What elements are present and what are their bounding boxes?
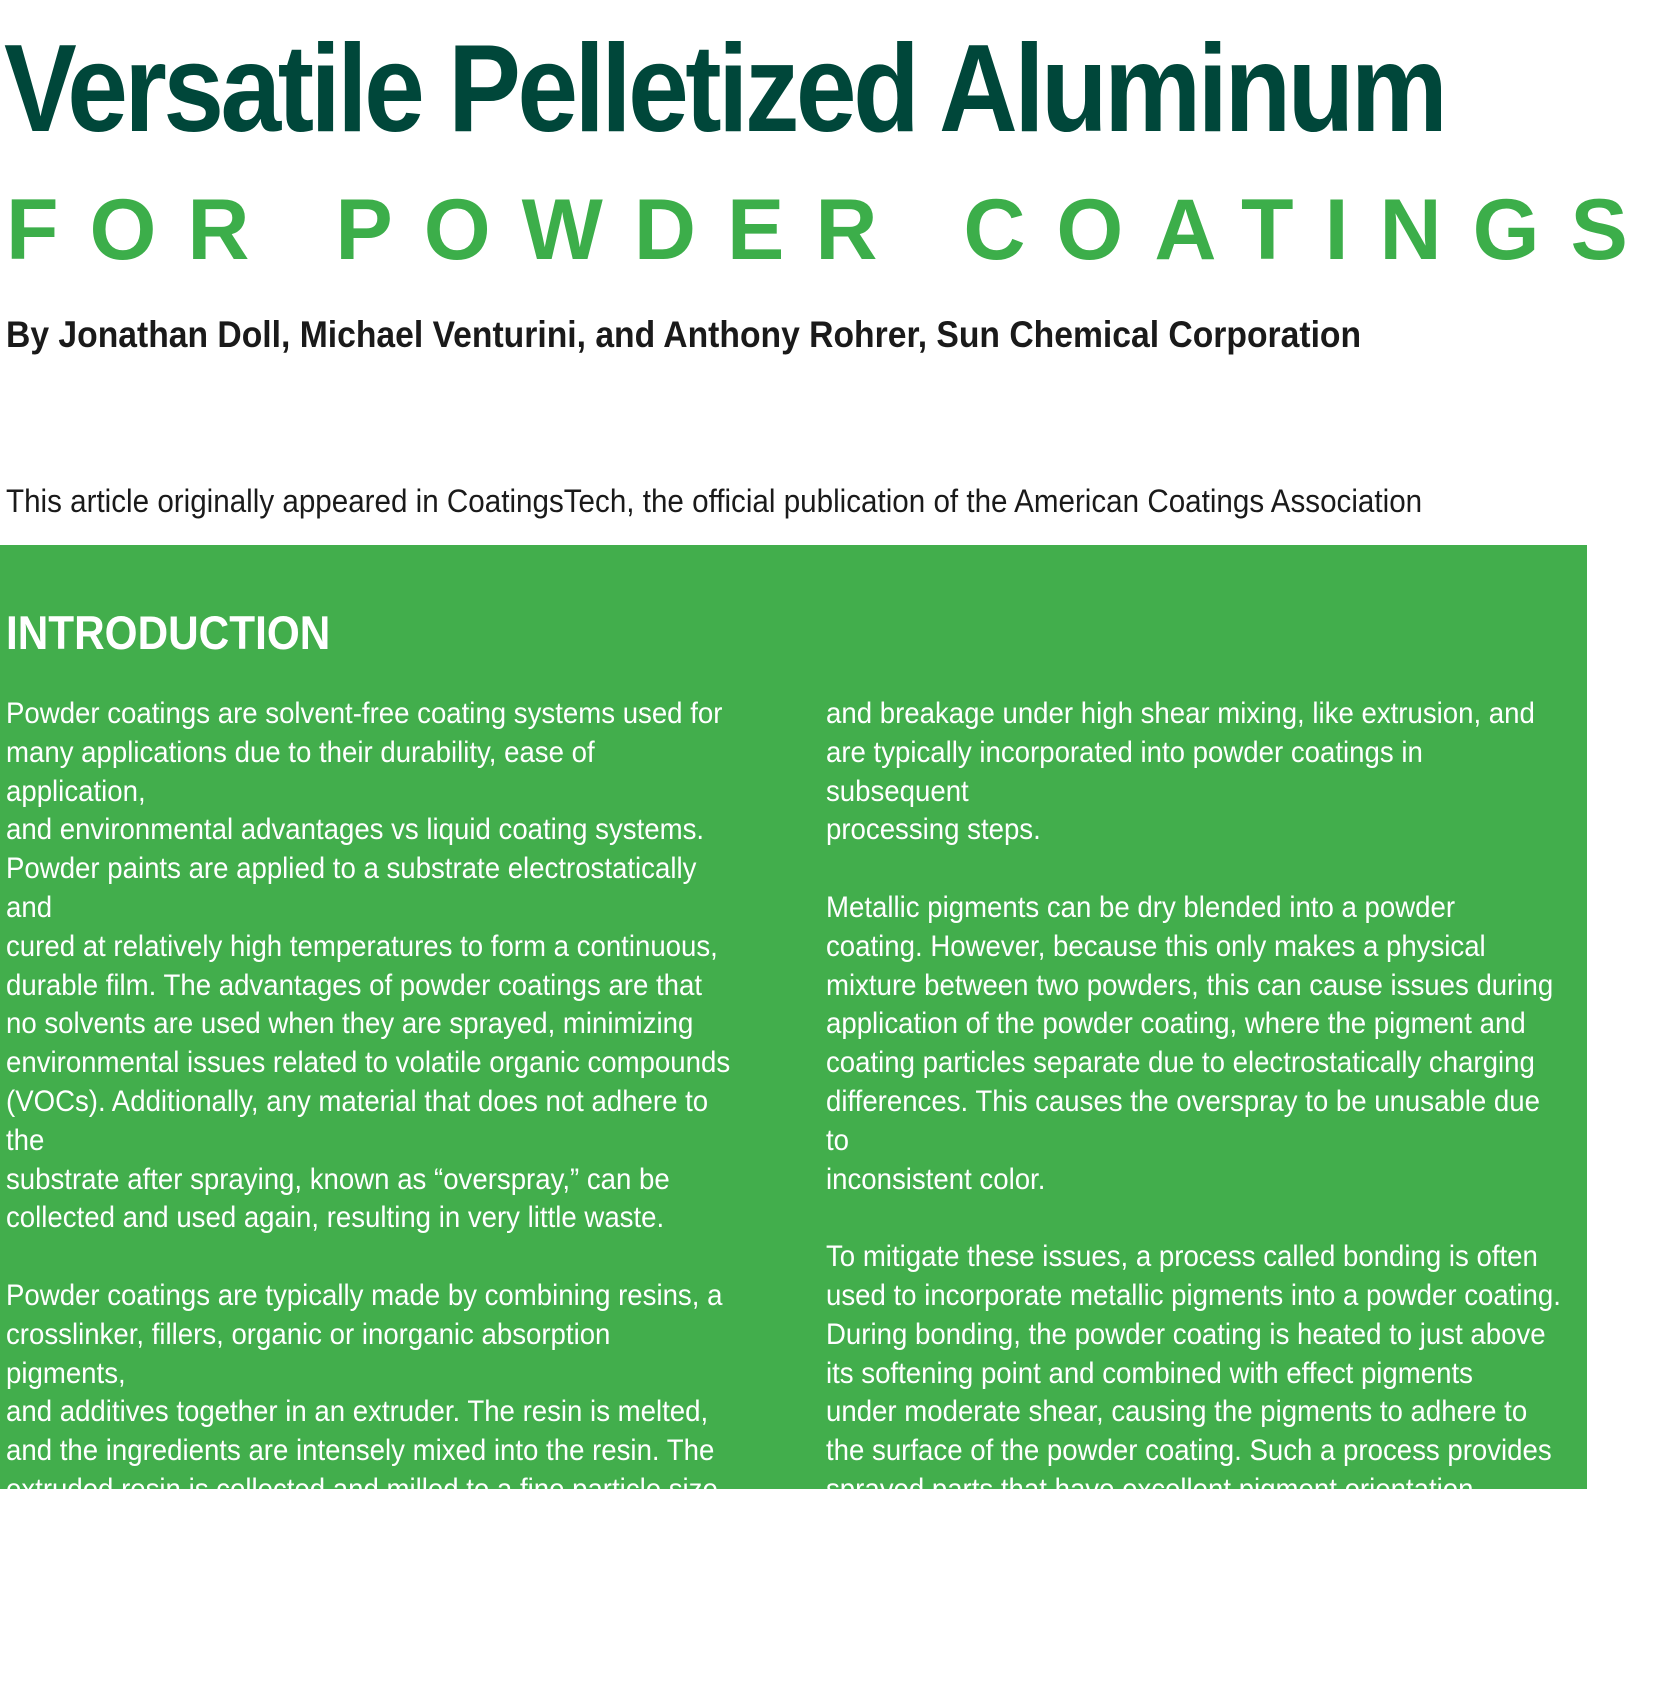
article-subtitle: FOR POWDER COATINGS xyxy=(6,182,1659,278)
paragraph: and breakage under high shear mixing, like extrusion, and are typically incorporated into powder coatings in subsequent processing steps. xyxy=(826,697,1535,847)
paragraph: Powder coatings are solvent-free coating systems used for many applications due to their durability, ease of application, and environmental advantages vs liquid coating systems. Powder paints are applied to a substrate electrostatically and cured at relatively high temperatures to form a continuous, durable film. The advantages of powder coatings are that no solvents are used when they are sprayed, minimizing environmental issues related to volatile organic compounds (VOCs). Additionally, any material that does not adhere to the substrate after spraying, known as “overspray,” can be collected and used again, resulting in very little waste. xyxy=(6,697,731,1235)
paragraph: Effect pigments owe a significant portion of their color and appearance to their structure and shape. In the case of xyxy=(6,1589,713,1662)
paragraph: To mitigate these issues, a process called bonding is often used to incorporate metallic pigments into a powder coating. During bonding, the powder coating is heated to just above its softening point and combined with effect pigments under moderate shear, causing the pigments to adhere to the surface of the powder coating. Such a process provides sprayed parts that have excellent pigment orientation, resulting in the best appearance for powder coated articles. xyxy=(826,1240,1561,1545)
paragraph: Metallic pigments can be dry blended into a powder coating. However, because this only makes a physical mixture between two powders, this can cause issues during application of the powder coating, where the pigment and coating particles separate due to electrostatically charging differences. This causes the overspray to be unusable due to inconsistent color. xyxy=(826,890,1554,1196)
left-text-column xyxy=(6,695,796,1704)
article-title: Versatile Pelletized Aluminum xyxy=(4,20,1445,158)
article-header xyxy=(0,0,1659,545)
introduction-panel xyxy=(0,545,1587,1662)
section-heading: INTRODUCTION xyxy=(6,606,331,659)
right-text-column xyxy=(826,695,1626,1587)
paragraph: Powder coatings are typically made by combining resins, a crosslinker, fillers, organic or inorganic absorption pigments, and additives together in an extruder. The resin is melted, and the ingredients are intensely mixed into the resin. The extruded resin is collected and milled to a fine particle size distribution to then be sprayed. xyxy=(6,1278,723,1545)
publication-note: This article originally appeared in CoatingsTech, the official publication of the American Coatings Association xyxy=(6,483,1423,519)
author-byline: By Jonathan Doll, Michael Venturini, and Anthony Rohrer, Sun Chemical Corporation xyxy=(6,314,1362,355)
